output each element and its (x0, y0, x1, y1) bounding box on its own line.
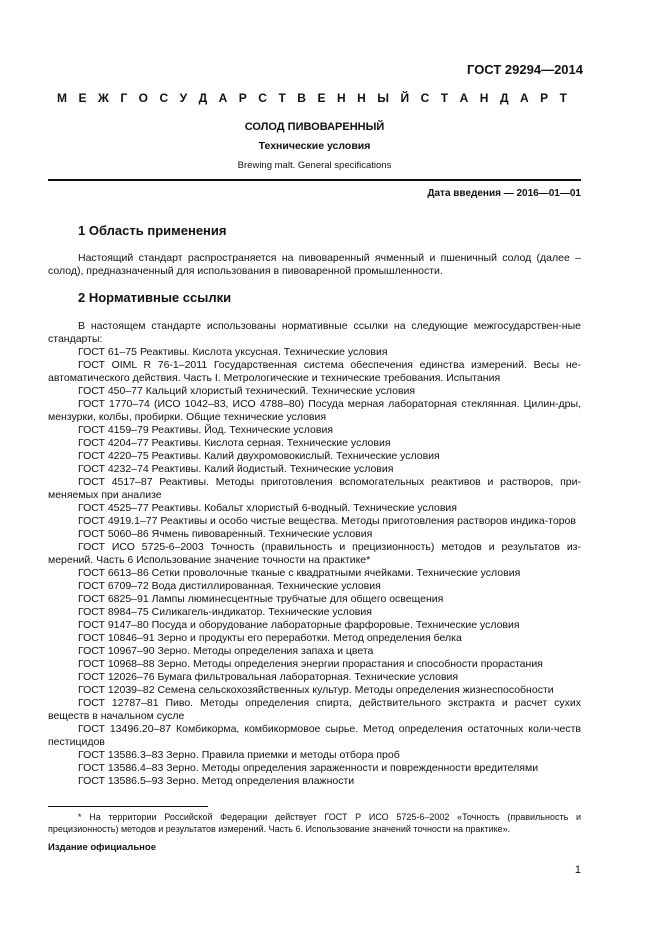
official-edition-label: Издание официальное (48, 842, 156, 853)
section-1-text: Настоящий стандарт распространяется на пивоваренный ячменный и пшеничный солод (далее – солод), предназначенный для использования в пивоваренной промышленности. (48, 252, 581, 277)
reference-item: ГОСТ 12039–82 Семена сельскохозяйственных культур. Методы определения жизнеспособности (78, 684, 554, 696)
reference-item: ГОСТ 4517–87 Реактивы. Методы приготовления вспомогательных реактивов и растворов, при-меняемых при анализе (48, 476, 581, 501)
reference-item: ГОСТ 13586.3–83 Зерно. Правила приемки и методы отбора проб (78, 749, 400, 761)
reference-item: ГОСТ 9147–80 Посуда и оборудование лабораторные фарфоровые. Технические условия (78, 619, 520, 631)
reference-item: ГОСТ 6709–72 Вода дистиллированная. Технические условия (78, 580, 381, 592)
reference-item: ГОСТ 61–75 Реактивы. Кислота уксусная. Технические условия (78, 346, 388, 358)
document-title: СОЛОД ПИВОВАРЕННЫЙ (244, 121, 385, 133)
reference-item: ГОСТ 13586.5–93 Зерно. Метод определения влажности (78, 775, 355, 787)
reference-item: ГОСТ 13496.20–87 Комбикорма, комбикормовое сырье. Метод определения остаточных коли-честв пестицидов (48, 723, 581, 748)
footnote-divider (48, 806, 208, 807)
reference-item: ГОСТ 4232–74 Реактивы. Калий йодистый. Технические условия (78, 463, 394, 475)
reference-item: ГОСТ 10968–88 Зерно. Методы определения энергии прорастания и способности прорастания (78, 658, 543, 670)
page-number: 1 (574, 864, 581, 876)
reference-item: ГОСТ 12787–81 Пиво. Методы определения спирта, действительного экстракта и расчет сухих веществ в начальном сусле (48, 697, 581, 722)
normative-references-list (48, 320, 581, 788)
reference-item: ГОСТ 4204–77 Реактивы. Кислота серная. Технические условия (78, 437, 391, 449)
reference-item: ГОСТ 13586.4–83 Зерно. Методы определения зараженности и поврежденности вредителями (78, 762, 539, 774)
interstate-standard-heading: М Е Ж Г О С У Д А Р С Т В Е Н Н Ы Й С Т А Н Д А Р Т (57, 91, 567, 105)
reference-item: ГОСТ 5060–86 Ячмень пивоваренный. Технические условия (78, 528, 373, 540)
reference-item: ГОСТ 6825–91 Лампы люминесцентные трубчатые для общего освещения (78, 593, 444, 605)
section-2-heading: 2 Нормативные ссылки (78, 290, 232, 305)
reference-item: В настоящем стандарте использованы нормативные ссылки на следующие межгосударствен-ные стандарты: (48, 320, 581, 345)
reference-item: ГОСТ 10846–91 Зерно и продукты его переработки. Метод определения белка (78, 632, 462, 644)
reference-item: ГОСТ ИСО 5725-6–2003 Точность (правильность и прецизионность) методов и результатов из-мерений. Часть 6 Использование значение точности на практике* (48, 541, 581, 566)
title-divider (48, 179, 581, 181)
reference-item: ГОСТ OIML R 76-1–2011 Государственная система обеспечения единства измерений. Весы не-автоматического действия. Часть I. Метрологические и технические требования. Испытания (48, 359, 581, 384)
reference-item: ГОСТ 8984–75 Силикагель-индикатор. Технические условия (78, 606, 372, 618)
introduction-date: Дата введения — 2016—01—01 (427, 188, 581, 199)
section-1-heading: 1 Область применения (78, 223, 227, 238)
reference-item: ГОСТ 10967–90 Зерно. Методы определения запаха и цвета (78, 645, 374, 657)
reference-item: ГОСТ 450–77 Кальций хлористый технический. Технические условия (78, 385, 416, 397)
reference-item: ГОСТ 1770–74 (ИСО 1042–83, ИСО 4788–80) Посуда мерная лабораторная стеклянная. Цилин-дры, мензурки, колбы, пробирки. Общие технические условия (48, 398, 581, 423)
reference-item: ГОСТ 4159–79 Реактивы. Йод. Технические условия (78, 424, 334, 436)
document-title-english: Brewing malt. General specifications (237, 160, 392, 171)
reference-item: ГОСТ 4525–77 Реактивы. Кобальт хлористый 6-водный. Технические условия (78, 502, 457, 514)
footnote: * На территории Российской Федерации действует ГОСТ Р ИСО 5725-6–2002 «Точность (правильность и прецизионность) методов и результатов измерений. Часть 6. Использование значений точности на практике». (48, 812, 581, 834)
document-subtitle: Технические условия (258, 140, 371, 152)
reference-item: ГОСТ 4220–75 Реактивы. Калий двухромовокислый. Технические условия (78, 450, 440, 462)
gost-number: ГОСТ 29294—2014 (467, 62, 583, 77)
reference-item: ГОСТ 6613–86 Сетки проволочные тканые с квадратными ячейками. Технические условия (78, 567, 521, 579)
reference-item: ГОСТ 4919.1–77 Реактивы и особо чистые вещества. Методы приготовления растворов индика-торов (78, 515, 576, 527)
reference-item: ГОСТ 12026–76 Бумага фильтровальная лабораторная. Технические условия (78, 671, 459, 683)
